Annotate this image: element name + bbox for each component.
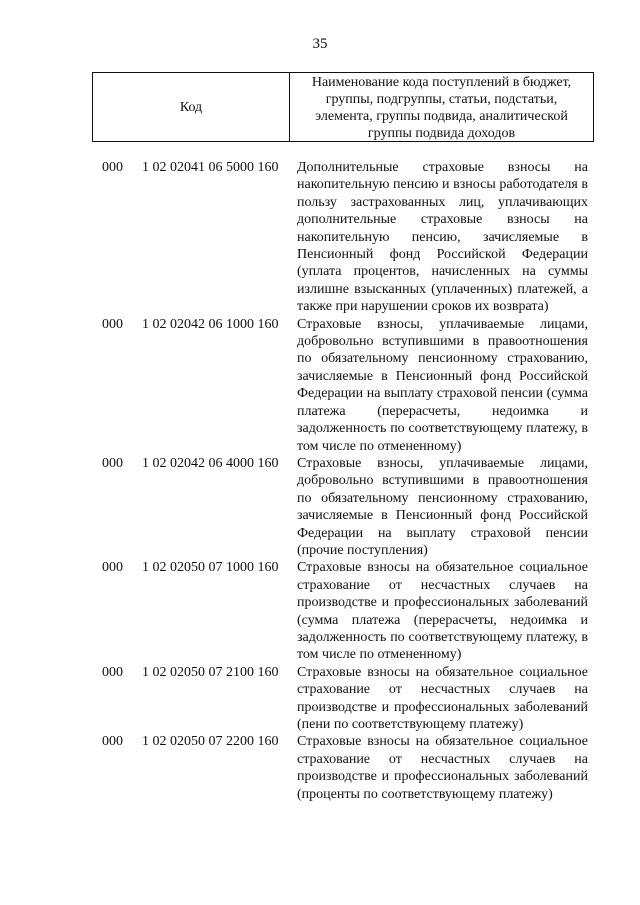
row-income-code: 1 02 02050 07 1000 160 — [142, 560, 279, 576]
row-income-code: 1 02 02050 07 2200 160 — [142, 734, 279, 750]
table-row — [0, 455, 640, 559]
table-row — [0, 316, 640, 455]
header-code-column: Код — [93, 73, 290, 141]
row-description: Страховые взносы на обязательное социальное страхование от несчастных случаев на производстве и профессиональных заболеваний (сумма платежа (перерасчеты, недоимка и задолженность по соответствующему платежу, в том числе по отмененному) — [297, 560, 588, 663]
row-income-code: 1 02 02042 06 1000 160 — [142, 316, 279, 332]
row-description: Дополнительные страховые взносы на накопительную пенсию и взносы работодателя в пользу застрахованных лиц, уплачивающих дополнительные страховые взносы на накопительную пенсию, зачисляемые в Пенсионный фонд Российской Федерации (уплата процентов, начисленных на суммы излишне взысканных (уплаченных) платежей, а также при нарушении сроков их возврата) — [297, 160, 588, 315]
code-list — [0, 159, 640, 803]
row-admin-code: 000 — [102, 664, 123, 680]
table-row — [0, 664, 640, 734]
row-description: Страховые взносы на обязательное социальное страхование от несчастных случаев на производстве и профессиональных заболеваний (проценты по соответствующему платежу) — [297, 734, 588, 802]
row-admin-code: 000 — [102, 734, 123, 750]
header-name-column: Наименование кода поступлений в бюджет, группы, подгруппы, статьи, подстатьи, элемента, группы подвида, аналитической группы подвида доходов — [311, 75, 572, 141]
row-income-code: 1 02 02042 06 4000 160 — [142, 455, 279, 471]
row-income-code: 1 02 02050 07 2100 160 — [142, 664, 279, 680]
row-admin-code: 000 — [102, 316, 123, 332]
row-admin-code: 000 — [102, 560, 123, 576]
page-number: 35 — [312, 36, 328, 52]
row-admin-code: 000 — [102, 455, 123, 471]
table-header — [92, 72, 594, 142]
row-description: Страховые взносы, уплачиваемые лицами, добровольно вступившими в правоотношения по обязательному пенсионному страхованию, зачисляемые в Пенсионный фонд Российской Федерации на выплату страховой пенсии (прочие поступления) — [297, 455, 588, 558]
table-row — [0, 733, 640, 803]
row-description: Страховые взносы, уплачиваемые лицами, добровольно вступившими в правоотношения по обязательному пенсионному страхованию, зачисляемые в Пенсионный фонд Российской Федерации на выплату страховой пенсии (сумма платежа (перерасчеты, недоимка и задолженность по соответствующему платежу, в том числе по отмененному) — [297, 316, 588, 454]
row-description: Страховые взносы на обязательное социальное страхование от несчастных случаев на производстве и профессиональных заболеваний (пени по соответствующему платежу) — [297, 664, 588, 732]
row-income-code: 1 02 02041 06 5000 160 — [142, 160, 279, 175]
table-row — [0, 159, 640, 316]
row-admin-code: 000 — [102, 160, 123, 175]
table-row — [0, 559, 640, 663]
